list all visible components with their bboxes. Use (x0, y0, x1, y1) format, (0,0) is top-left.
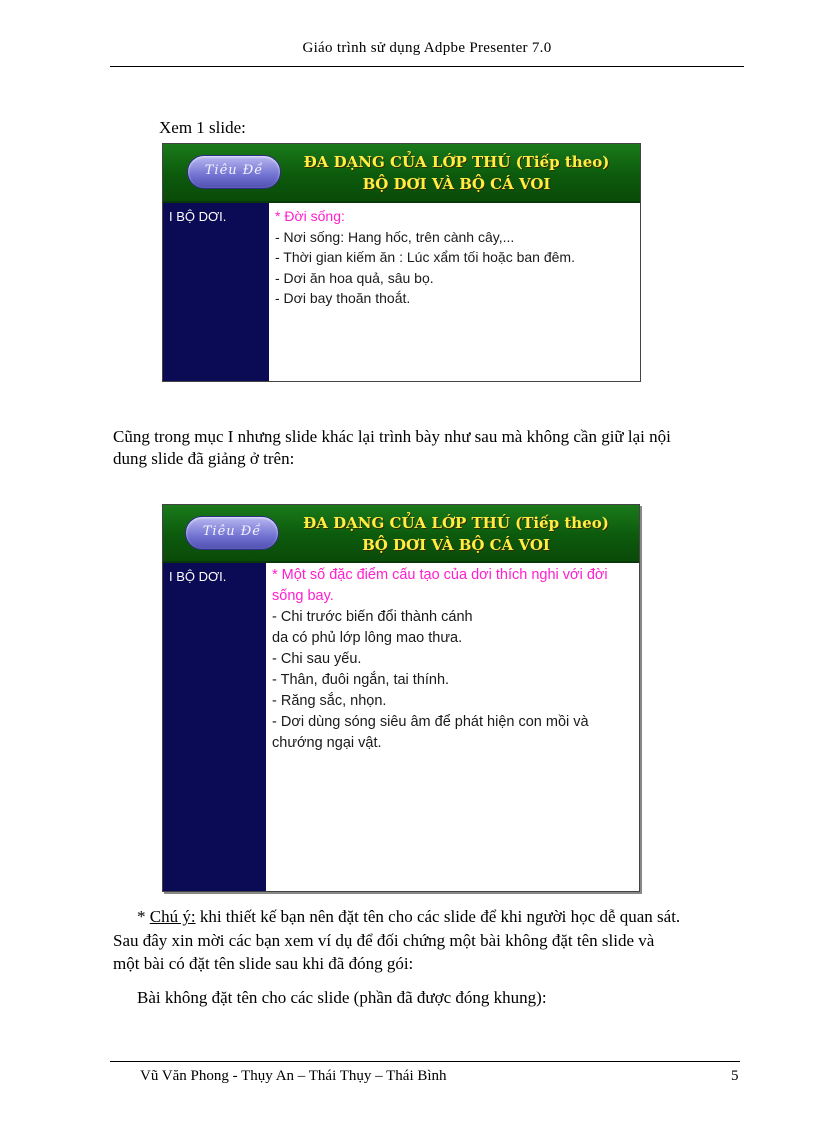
content-heading: * Một số đặc điểm cấu tạo của dơi thích nghi với đời (272, 567, 608, 583)
page-header: Giáo trình sử dụng Adpbe Presenter 7.0 (302, 40, 552, 56)
footer-divider (110, 1061, 740, 1062)
page-footer: Vũ Văn Phong - Thụy An – Thái Thụy – Thái Bình (140, 1068, 447, 1084)
slide-header (163, 144, 640, 203)
paragraph-1-line-2: dung slide đã giảng ở trên: (113, 449, 295, 468)
slide-title-line-2: BỘ DƠI VÀ BỘ CÁ VOI (362, 536, 550, 554)
content-line: - Chi sau yếu. (272, 651, 362, 667)
content-line: - Chi trước biến đổi thành cánh (272, 609, 473, 625)
slide-preview-1 (162, 143, 641, 382)
slide-content (269, 203, 640, 381)
note-line-2: Sau đây xin mời các bạn xem ví dụ để đối chứng một bài không đặt tên slide và (113, 931, 655, 950)
sidebar-label: I BỘ DƠI. (169, 569, 227, 584)
content-line: - Thời gian kiếm ăn : Lúc xẩm tối hoặc ban đêm. (275, 249, 575, 265)
slide-preview-2 (162, 504, 640, 892)
page-number: 5 (731, 1068, 739, 1084)
slide-content (266, 563, 639, 891)
content-line: - Thân, đuôi ngắn, tai thính. (272, 672, 450, 688)
note-line-3: một bài có đặt tên slide sau khi đã đóng gói: (113, 954, 414, 973)
header-divider (110, 66, 744, 67)
sidebar-label: I BỘ DƠI. (169, 209, 227, 224)
note-label: Chú ý: (149, 907, 196, 926)
slide-sidebar (163, 203, 269, 381)
slide-title-line-1: ĐA DẠNG CỦA LỚP THÚ (Tiếp theo) (303, 153, 610, 171)
content-line: - Nơi sống: Hang hốc, trên cành cây,... (275, 228, 515, 245)
content-heading: sống bay. (272, 588, 334, 604)
content-line: - Dơi ăn hoa quả, sâu bọ. (275, 269, 434, 286)
title-button: Tiêu Đề (187, 155, 281, 189)
paragraph-1-line-1: Cũng trong mục I nhưng slide khác lại trình bày như sau mà không cần giữ lại nội (113, 427, 671, 446)
paragraph-2: Bài không đặt tên cho các slide (phần đã được đóng khung): (137, 988, 547, 1007)
slide-title-line-1: ĐA DẠNG CỦA LỚP THÚ (Tiếp theo) (303, 514, 609, 532)
title-button: Tiêu Đề (185, 516, 279, 550)
note-prefix: * (137, 907, 150, 926)
note-text: khi thiết kế bạn nên đặt tên cho các slide để khi người học dễ quan sát. (195, 907, 681, 926)
slide-header (163, 505, 639, 563)
content-line: - Dơi bay thoăn thoắt. (275, 290, 411, 306)
slide-title-line-2: BỘ DƠI VÀ BỘ CÁ VOI (362, 175, 551, 193)
content-line: chướng ngại vật. (272, 735, 382, 751)
content-line: - Dơi dùng sóng siêu âm để phát hiện con mồi và (272, 714, 589, 730)
note-line-1 (137, 905, 680, 928)
intro-label: Xem 1 slide: (159, 118, 246, 137)
content-heading: * Đời sống: (275, 208, 345, 224)
content-line: da có phủ lớp lông mao thưa. (272, 630, 463, 646)
content-line: - Răng sắc, nhọn. (272, 693, 387, 709)
slide-sidebar (163, 563, 266, 891)
